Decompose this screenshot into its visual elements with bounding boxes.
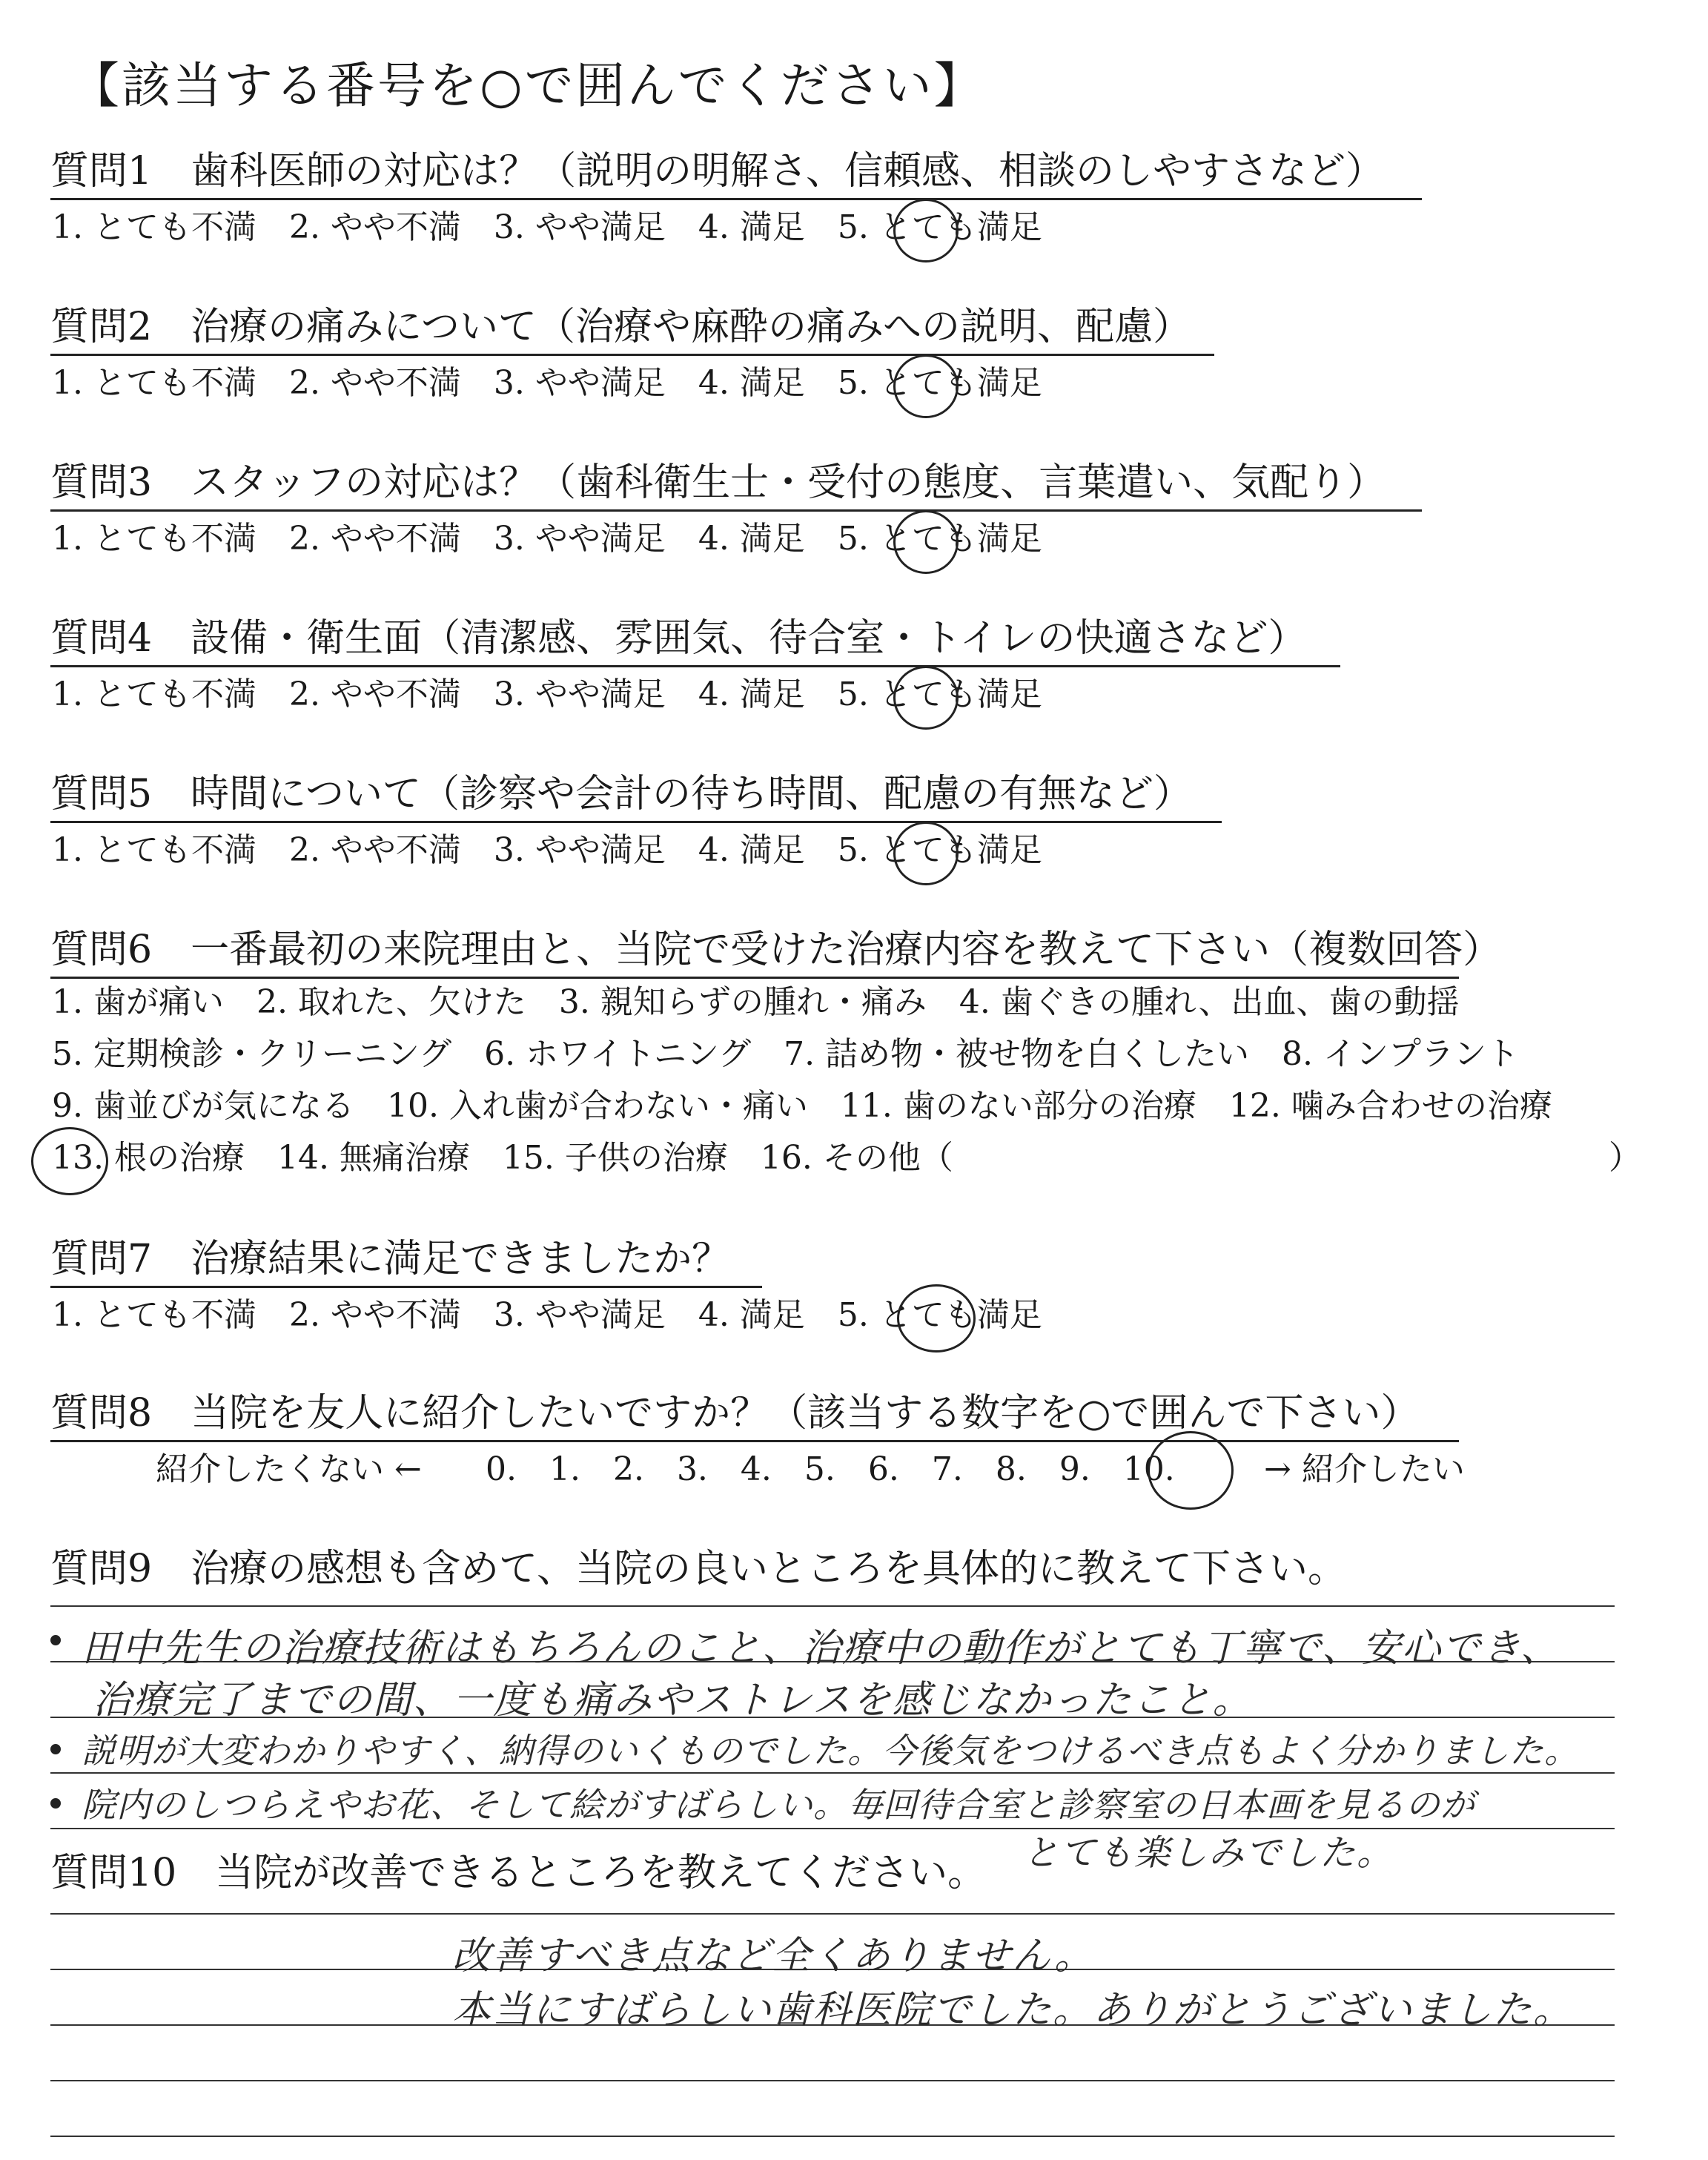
question-3-options: 1. とても不満 2. やや不満 3. やや満足 4. 満足 5. とても満足	[52, 520, 1042, 558]
question-6-options-line-4: 13. 根の治療 14. 無痛治療 15. 子供の治療 16. その他（	[52, 1139, 953, 1177]
q10-answer-1: 改善すべき点など全くありません。	[452, 1934, 1095, 1978]
question-2-options: 1. とても不満 2. やや不満 3. やや満足 4. 満足 5. とても満足	[52, 364, 1042, 402]
q9-line-1	[50, 1605, 1615, 1607]
question-6-options-line-2: 5. 定期検診・クリーニング 6. ホワイトニング 7. 詰め物・被せ物を白くしたい 8. インプラント	[52, 1035, 1520, 1073]
question-8-scale-values: 0. 1. 2. 3. 4. 5. 6. 7. 8. 9. 10.	[486, 1450, 1175, 1488]
q10-line-5	[50, 2136, 1615, 2137]
question-4-options: 1. とても不満 2. やや不満 3. やや満足 4. 満足 5. とても満足	[52, 676, 1042, 713]
question-5-options: 1. とても不満 2. やや不満 3. やや満足 4. 満足 5. とても満足	[52, 831, 1042, 869]
question-2-heading: 質問2 治療の痛みについて（治療や麻酔の痛みへの説明、配慮）	[50, 308, 1214, 356]
question-6-options-line-3: 9. 歯並びが気になる 10. 入れ歯が合わない・痛い 11. 歯のない部分の治療 12. 噛み合わせの治療	[52, 1087, 1552, 1125]
question-6-other-close: ）	[1609, 1139, 1641, 1177]
question-8-heading: 質問8 当院を友人に紹介したいですか？（該当する数字を○で囲んで下さい）	[50, 1394, 1459, 1442]
question-7-options: 1. とても不満 2. やや不満 3. やや満足 4. 満足 5. とても満足	[52, 1296, 1042, 1334]
question-6-heading: 質問6 一番最初の来院理由と、当院で受けた治療内容を教えて下さい（複数回答）	[50, 931, 1459, 979]
page-title: 【該当する番号を○で囲んでください】	[70, 57, 985, 114]
q10-answer-2: 本当にすばらしい歯科医院でした。ありがとうございました。	[452, 1988, 1574, 2032]
question-8-scale-right: → 紹介したい	[1264, 1450, 1465, 1488]
q3-selected-circle[interactable]	[893, 510, 959, 574]
q10-line-4	[50, 2080, 1615, 2081]
question-9-heading: 質問9 治療の感想も含めて、当院の良いところを具体的に教えて下さい。	[50, 1547, 1347, 1591]
q9-answer-4: 院内のしつらえやお花、そして絵がすばらしい。毎回待合室と診察室の日本画を見るのが	[82, 1785, 1475, 1825]
q9-answer-5: とても楽しみでした。	[1023, 1832, 1394, 1874]
question-4-heading: 質問4 設備・衛生面（清潔感、雰囲気、待合室・トイレの快適さなど）	[50, 619, 1340, 667]
question-1-options: 1. とても不満 2. やや不満 3. やや満足 4. 満足 5. とても満足	[52, 208, 1042, 246]
q5-selected-circle[interactable]	[893, 822, 959, 885]
question-7-heading: 質問7 治療結果に満足できましたか？	[50, 1240, 762, 1288]
q2-selected-circle[interactable]	[893, 354, 959, 418]
question-5-heading: 質問5 時間について（診察や会計の待ち時間、配慮の有無など）	[50, 775, 1222, 823]
q9-answer-3: 説明が大変わかりやすく、納得のいくものでした。今後気をつけるべき点もよく分かりました。	[82, 1731, 1580, 1771]
question-6-options-line-1: 1. 歯が痛い 2. 取れた、欠けた 3. 親知らずの腫れ・痛み 4. 歯ぐきの腫れ、出血、歯の動揺	[52, 983, 1460, 1021]
q10-line-1	[50, 1913, 1615, 1915]
q6-selected-circle[interactable]	[31, 1127, 108, 1195]
q4-selected-circle[interactable]	[893, 666, 959, 730]
question-10-heading: 質問10 当院が改善できるところを教えてください。	[50, 1851, 987, 1895]
bullet-3	[50, 1798, 61, 1809]
q9-answer-1: 田中先生の治療技術はもちろんのこと、治療中の動作がとても丁寧で、安心でき、	[82, 1626, 1560, 1671]
question-3-heading: 質問3 スタッフの対応は？（歯科衛生士・受付の態度、言葉遣い、気配り）	[50, 463, 1422, 512]
q1-selected-circle[interactable]	[893, 199, 959, 262]
question-8-scale-left: 紹介したくない ←	[156, 1450, 422, 1488]
bullet-1	[50, 1635, 61, 1645]
bullet-2	[50, 1744, 61, 1754]
q7-selected-circle[interactable]	[897, 1284, 976, 1353]
question-1-heading: 質問1 歯科医師の対応は？（説明の明解さ、信頼感、相談のしやすさなど）	[50, 152, 1422, 200]
q9-answer-2: 治療完了までの間、一度も痛みやストレスを感じなかったこと。	[93, 1678, 1253, 1723]
q8-selected-circle[interactable]	[1148, 1431, 1234, 1510]
